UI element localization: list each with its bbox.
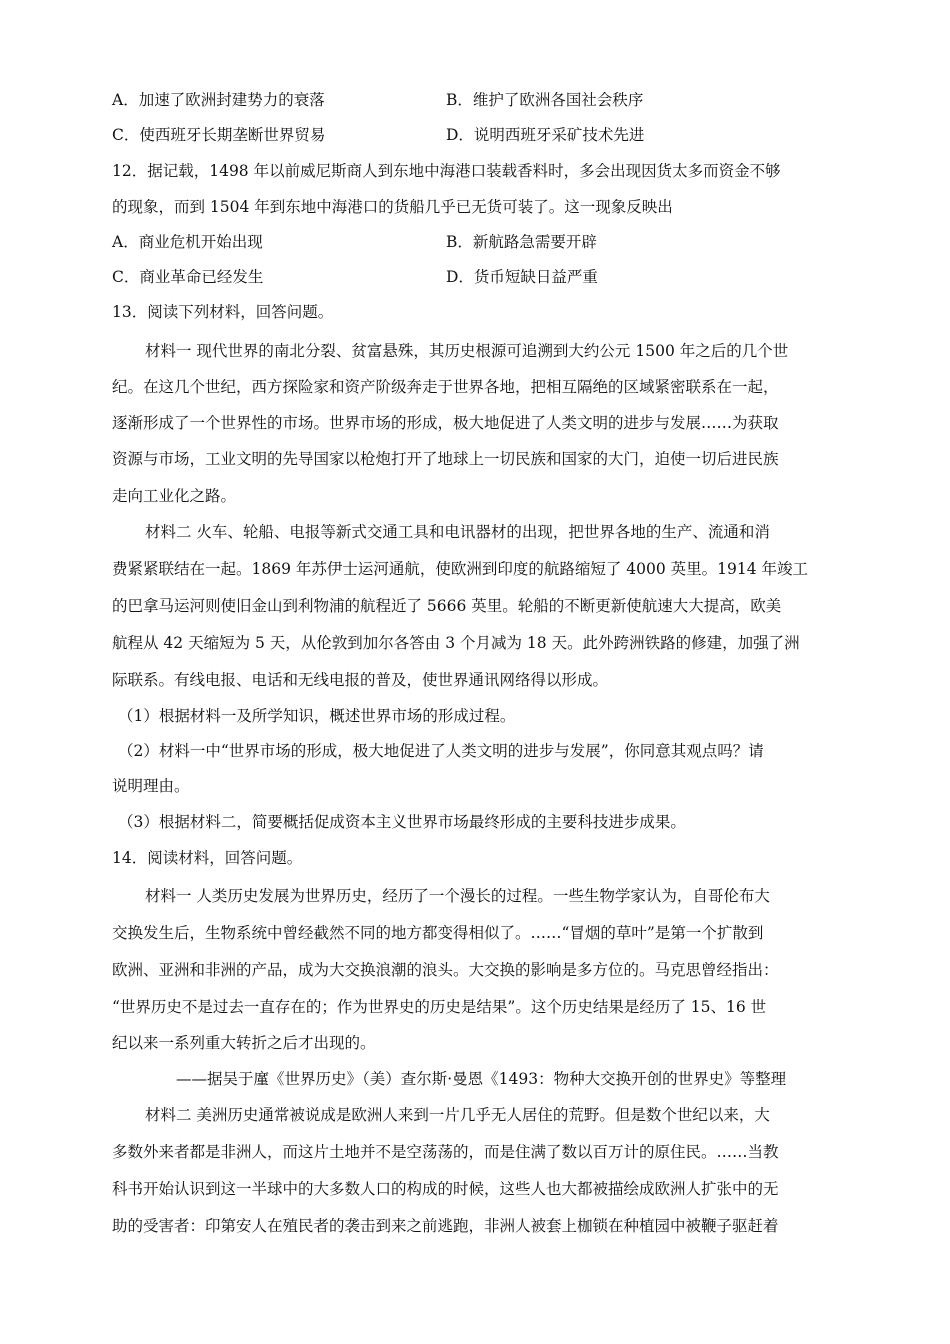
q14-material2-line: 科书开始认识到这一半球中的大多数人口的构成的时候，这些人也大都被描绘成欧洲人扩张中的无 [112, 1180, 779, 1198]
q14-material2-line: 助的受害者：印第安人在殖民者的袭击到来之前逃跑，非洲人被套上枷锁在种植园中被鞭子驱赶着 [112, 1217, 779, 1235]
q13-question-2-cont: 说明理由。 [112, 777, 190, 795]
q14-title: 14．阅读材料，回答问题。 [112, 849, 303, 867]
q13-material2-line: 材料二 火车、轮船、电报等新式交通工具和电讯器材的出现，把世界各地的生产、流通和消 [145, 523, 770, 541]
q14-material1-line: 欧洲、亚洲和非洲的产品，成为大交换浪潮的浪头。大交换的影响是多方位的。马克思曾经指出： [112, 961, 779, 979]
q12-option-d: D．货币短缺日益严重 [446, 268, 598, 286]
q12-option-b: B．新航路急需要开辟 [446, 233, 597, 251]
q13-material1-line: 逐渐形成了一个世界性的市场。世界市场的形成，极大地促进了人类文明的进步与发展……为获取 [112, 414, 779, 432]
q12-option-c: C．商业革命已经发生 [112, 268, 264, 286]
q13-material2-line: 的巴拿马运河则使旧金山到利物浦的航程近了 5666 英里。轮船的不断更新使航速大大提高，欧美 [112, 597, 782, 615]
q11-option-d: D．说明西班牙采矿技术先进 [446, 126, 645, 144]
q11-option-b: B．维护了欧洲各国社会秩序 [446, 91, 644, 109]
q14-material1-line: 交换发生后，生物系统中曾经截然不同的地方都变得相似了。……“冒烟的草叶”是第一个扩散到 [112, 924, 764, 942]
q14-material1-line: 纪以来一系列重大转折之后才出现的。 [112, 1034, 376, 1052]
q12-option-a: A．商业危机开始出现 [112, 233, 263, 251]
q12-stem-line: 的现象，而到 1504 年到东地中海港口的货船几乎已无货可装了。这一现象反映出 [112, 198, 673, 216]
q13-question-1: （1）根据材料一及所学知识，概述世界市场的形成过程。 [118, 707, 516, 725]
q12-stem-line: 12．据记载，1498 年以前威尼斯商人到东地中海港口装载香料时，多会出现因货太多而资金不够 [112, 162, 781, 180]
q13-material2-line: 际联系。有线电报、电话和无线电报的普及，使世界通讯网络得以形成。 [112, 671, 609, 689]
q13-material2-line: 航程从 42 天缩短为 5 天，从伦敦到加尔各答由 3 个月减为 18 天。此外跨洲铁路的修建，加强了洲 [112, 634, 800, 652]
q13-material1-line: 材料一 现代世界的南北分裂、贫富悬殊，其历史根源可追溯到大约公元 1500 年之后的几个世 [145, 342, 789, 360]
q14-material1-line: 材料一 人类历史发展为世界历史，经历了一个漫长的过程。一些生物学家认为，自哥伦布大 [145, 887, 770, 905]
q11-option-c: C．使西班牙长期垄断世界贸易 [112, 126, 326, 144]
q14-material2-line: 材料二 美洲历史通常被说成是欧洲人来到一片几乎无人居住的荒野。但是数个世纪以来，大 [145, 1106, 770, 1124]
q14-source-citation: ——据吴于廑《世界历史》（美）查尔斯·曼恩《1493：物种大交换开创的世界史》等整理 [176, 1070, 787, 1088]
q13-question-3: （3）根据材料二，简要概括促成资本主义世界市场最终形成的主要科技进步成果。 [118, 813, 686, 831]
q13-question-2: （2）材料一中“世界市场的形成，极大地促进了人类文明的进步与发展”，你同意其观点吗？请 [118, 742, 764, 760]
q14-material1-line: “世界历史不是过去一直存在的；作为世界史的历史是结果”。这个历史结果是经历了 15、16 世 [112, 998, 767, 1016]
q13-material1-line: 纪。在这几个世纪，西方探险家和资产阶级奔走于世界各地，把相互隔绝的区域紧密联系在一起， [112, 378, 779, 396]
q13-material1-line: 资源与市场，工业文明的先导国家以枪炮打开了地球上一切民族和国家的大门，迫使一切后进民族 [112, 450, 779, 468]
q11-option-a: A．加速了欧洲封建势力的衰落 [112, 91, 325, 109]
q13-material1-line: 走向工业化之路。 [112, 487, 237, 505]
q13-material2-line: 费紧紧联结在一起。1869 年苏伊士运河通航，使欧洲到印度的航路缩短了 4000 英里。1914 年竣工 [112, 560, 809, 578]
q14-material2-line: 多数外来者都是非洲人，而这片土地并不是空荡荡的，而是住满了数以百万计的原住民。……当教 [112, 1143, 779, 1161]
q13-title: 13．阅读下列材料，回答问题。 [112, 303, 334, 321]
